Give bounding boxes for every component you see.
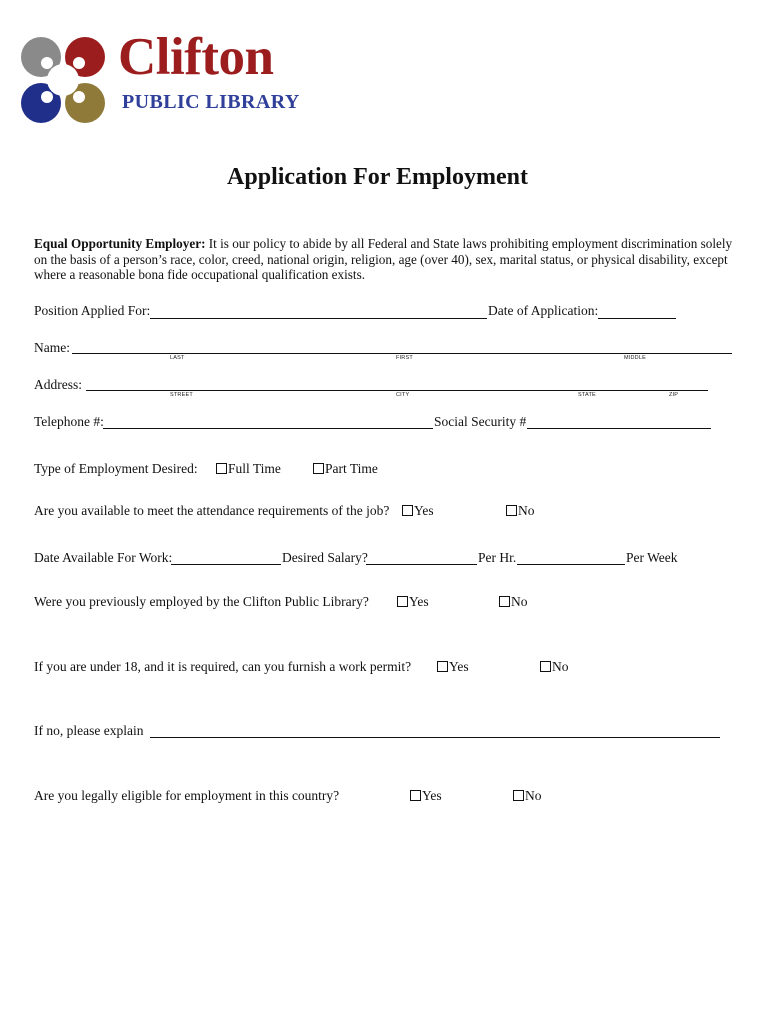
name-sub-last: LAST [170, 355, 185, 361]
attendance-yes-checkbox[interactable] [402, 505, 413, 516]
work-permit-question: If you are under 18, and it is required, can you furnish a work permit? [34, 659, 412, 674]
desired-salary-label: Desired Salary? [282, 550, 368, 565]
full-time-checkbox[interactable] [216, 463, 227, 474]
name-sub-first: FIRST [396, 355, 413, 361]
eligible-no-option[interactable] [513, 788, 542, 804]
part-time-checkbox[interactable] [313, 463, 324, 474]
full-time-label: Full Time [228, 461, 281, 476]
address-sub-city: CITY [396, 392, 410, 398]
eeo-statement [34, 236, 734, 283]
logo-subtitle: PUBLIC LIBRARY [122, 91, 300, 113]
ssn-field[interactable] [527, 428, 711, 429]
previous-no-checkbox[interactable] [499, 596, 510, 607]
page-title: Application For Employment [227, 164, 528, 190]
attendance-question: Are you available to meet the attendance requirements of the job? [34, 503, 390, 518]
no-label: No [552, 659, 569, 674]
part-time-option[interactable] [313, 461, 378, 477]
no-label: No [511, 594, 528, 609]
address-field[interactable] [86, 390, 708, 391]
telephone-label: Telephone #: [34, 414, 104, 429]
attendance-yes-option[interactable] [402, 503, 434, 519]
eligible-yes-option[interactable] [410, 788, 442, 804]
yes-label: Yes [414, 503, 434, 518]
per-hour-label: Per Hr. [478, 550, 517, 565]
yes-label: Yes [409, 594, 429, 609]
eligible-yes-checkbox[interactable] [410, 790, 421, 801]
date-of-application-field[interactable] [598, 318, 676, 319]
salary-per-hour-field[interactable] [366, 564, 477, 565]
no-label: No [518, 503, 535, 518]
previous-employment-question: Were you previously employed by the Clifton Public Library? [34, 594, 369, 609]
date-of-application-label: Date of Application: [488, 303, 599, 318]
logo-name: Clifton [118, 28, 274, 86]
address-label: Address: [34, 377, 82, 392]
permit-yes-checkbox[interactable] [437, 661, 448, 672]
name-sub-middle: MIDDLE [624, 355, 646, 361]
explain-label: If no, please explain [34, 723, 144, 738]
previous-no-option[interactable] [499, 594, 528, 610]
previous-yes-option[interactable] [397, 594, 429, 610]
eligible-no-checkbox[interactable] [513, 790, 524, 801]
part-time-label: Part Time [325, 461, 378, 476]
per-week-label: Per Week [626, 550, 678, 565]
date-available-label: Date Available For Work: [34, 550, 173, 565]
address-sub-state: STATE [578, 392, 596, 398]
attendance-no-checkbox[interactable] [506, 505, 517, 516]
position-field[interactable] [150, 318, 487, 319]
address-sub-zip: ZIP [669, 392, 679, 398]
no-label: No [525, 788, 542, 803]
salary-per-week-field[interactable] [517, 564, 625, 565]
eeo-text: It is our policy to abide by all Federal and State laws prohibiting employment discrimination solely on the basis of a person’s race, color, creed, national origin, religion, age (over 40), sex, marital status, or physical disability, except where a reasonable bona fide occupational qualification exists. [34, 236, 733, 282]
employment-type-label: Type of Employment Desired: [34, 461, 198, 476]
permit-yes-option[interactable] [437, 659, 469, 675]
explain-field[interactable] [150, 737, 720, 738]
yes-label: Yes [449, 659, 469, 674]
full-time-option[interactable] [216, 461, 281, 477]
position-label: Position Applied For: [34, 303, 151, 318]
permit-no-option[interactable] [540, 659, 569, 675]
yes-label: Yes [422, 788, 442, 803]
attendance-no-option[interactable] [506, 503, 535, 519]
previous-yes-checkbox[interactable] [397, 596, 408, 607]
eligibility-question: Are you legally eligible for employment in this country? [34, 788, 340, 803]
library-logo [20, 36, 106, 124]
permit-no-checkbox[interactable] [540, 661, 551, 672]
eeo-label: Equal Opportunity Employer: [34, 236, 206, 251]
name-label: Name: [34, 340, 70, 355]
name-field[interactable] [72, 353, 732, 354]
telephone-field[interactable] [103, 428, 433, 429]
date-available-field[interactable] [171, 564, 281, 565]
address-sub-street: STREET [170, 392, 193, 398]
ssn-label: Social Security # [434, 414, 527, 429]
